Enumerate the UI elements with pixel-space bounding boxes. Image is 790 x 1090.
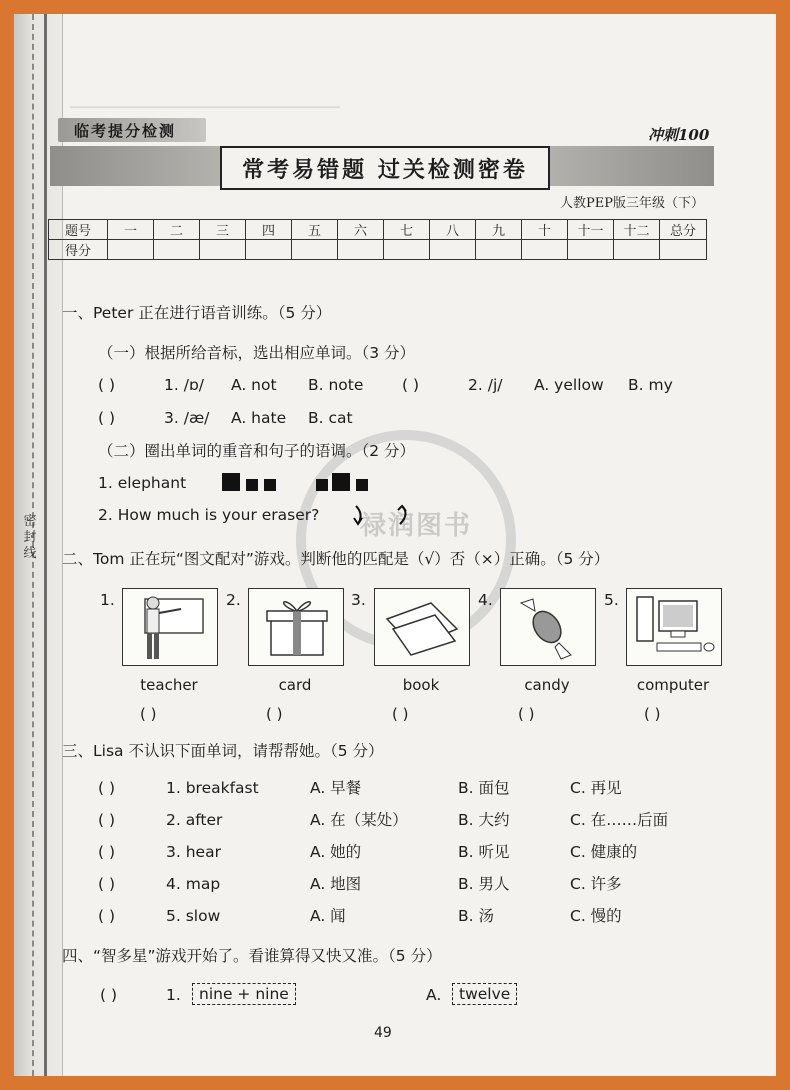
section-2-title: 二、Tom 正在玩“图文配对”游戏。判断他的匹配是（√）否（×）正确。（5 分） (62, 550, 610, 568)
candy-icon (501, 589, 595, 665)
answer-blank[interactable]: ( ) (518, 705, 535, 723)
series-label: 冲刺100 (648, 126, 710, 144)
computer-picture (626, 588, 722, 666)
option-b: B. my (628, 376, 673, 394)
page-title: 常考易错题 过关检测密卷 (220, 146, 550, 190)
section-4-title: 四、“智多星”游戏开始了。看谁算得又快又准。（5 分） (62, 947, 442, 965)
gift-box-icon (249, 589, 343, 665)
page-number: 49 (374, 1025, 392, 1041)
picture-word: card (278, 676, 312, 694)
binding-line (44, 14, 47, 1076)
option-b: B. note (308, 376, 364, 394)
option-b: B. 面包 (458, 779, 510, 797)
question-number: 2. /j/ (468, 376, 503, 394)
score-cell: 十 (522, 220, 568, 240)
bleed-through: ──────────────────────────────── (70, 100, 340, 116)
option-a: A. yellow (534, 376, 604, 394)
answer-blank[interactable]: ( ) (392, 705, 409, 723)
option-c: C. 许多 (570, 875, 622, 893)
score-row-label: 得分 (49, 240, 108, 260)
teacher-picture (122, 588, 218, 666)
option-a: A. 她的 (310, 843, 362, 861)
score-input-cell[interactable] (338, 240, 384, 260)
option-a: A. hate (231, 409, 287, 427)
gift-box-picture (248, 588, 344, 666)
binding-label: 密封线 (23, 514, 37, 561)
question-word: 3. hear (166, 843, 221, 861)
paper-sheets-icon (375, 589, 469, 665)
score-input-cell[interactable] (246, 240, 292, 260)
computer-icon (627, 589, 721, 665)
item-number: 4. (478, 591, 493, 609)
edition-label: 人教PEP版三年级（下） (560, 196, 704, 211)
option-b: B. 大约 (458, 811, 510, 829)
stress-word: 1. elephant (98, 474, 187, 492)
section-3-title: 三、Lisa 不认识下面单词，请帮帮她。（5 分） (62, 742, 384, 760)
option-a: A. 闻 (310, 907, 346, 925)
option-a: A. 在（某处） (310, 811, 408, 829)
score-input-cell[interactable] (108, 240, 154, 260)
intonation-sentence: 2. How much is your eraser? (98, 506, 320, 524)
answer-blank[interactable]: ( ) (402, 376, 420, 394)
score-cell: 七 (384, 220, 430, 240)
score-cell: 九 (476, 220, 522, 240)
option-c: C. 在……后面 (570, 811, 669, 829)
intonation-arrows (352, 502, 416, 528)
stress-mark-small (246, 479, 258, 491)
score-input-cell[interactable] (430, 240, 476, 260)
score-cell: 五 (292, 220, 338, 240)
stress-mark-small (356, 479, 368, 491)
answer-blank[interactable]: ( ) (644, 705, 661, 723)
score-input-cell[interactable] (384, 240, 430, 260)
section-1-part-1-title: （一）根据所给音标，选出相应单词。（3 分） (98, 344, 416, 362)
section-1-title: 一、Peter 正在进行语音训练。（5 分） (62, 304, 332, 322)
score-cell: 题号 (49, 220, 108, 240)
score-table-header-row (49, 220, 707, 240)
answer-blank[interactable]: ( ) (98, 376, 116, 394)
score-cell: 一 (108, 220, 154, 240)
score-input-cell[interactable] (614, 240, 660, 260)
score-input-cell[interactable] (522, 240, 568, 260)
option-c: C. 健康的 (570, 843, 638, 861)
option-b: B. 听见 (458, 843, 510, 861)
answer-blank[interactable]: ( ) (266, 705, 283, 723)
picture-word: computer (636, 676, 710, 694)
stress-mark-small (316, 479, 328, 491)
answer-blank[interactable]: ( ) (98, 811, 116, 829)
option-b: B. 男人 (458, 875, 510, 893)
score-cell: 十一 (568, 220, 614, 240)
option-a-label: A. (426, 986, 442, 1004)
option-b: B. 汤 (458, 907, 494, 925)
brand-label: 临考提分检测 (74, 122, 177, 140)
question-word: 4. map (166, 875, 221, 893)
question-word: 1. breakfast (166, 779, 259, 797)
answer-blank[interactable]: ( ) (98, 843, 116, 861)
option-b: B. cat (308, 409, 353, 427)
item-number: 2. (226, 591, 241, 609)
score-cell: 六 (338, 220, 384, 240)
score-table (48, 219, 707, 260)
option-a: A. 地图 (310, 875, 362, 893)
answer-blank[interactable]: ( ) (98, 779, 116, 797)
answer-blank[interactable]: ( ) (140, 705, 157, 723)
option-c: C. 慢的 (570, 907, 622, 925)
answer-blank[interactable]: ( ) (100, 986, 118, 1004)
score-cell: 十二 (614, 220, 660, 240)
math-expression-box (192, 984, 296, 1004)
answer-blank[interactable]: ( ) (98, 875, 116, 893)
answer-blank[interactable]: ( ) (98, 409, 116, 427)
score-cell: 二 (154, 220, 200, 240)
picture-word: candy (524, 676, 570, 694)
score-input-cell[interactable] (660, 240, 707, 260)
candy-picture (500, 588, 596, 666)
score-cell: 三 (200, 220, 246, 240)
math-expression: nine + nine (192, 983, 296, 1005)
picture-word: teacher (140, 676, 198, 694)
question-number: 3. /æ/ (164, 409, 210, 427)
item-number: 1. (100, 591, 115, 609)
stress-mark-big (222, 473, 240, 491)
option-a: A. not (231, 376, 277, 394)
question-word: 2. after (166, 811, 223, 829)
score-input-cell[interactable] (292, 240, 338, 260)
score-input-cell[interactable] (154, 240, 200, 260)
option-a-box (452, 984, 517, 1004)
score-cell: 八 (430, 220, 476, 240)
option-c: C. 再见 (570, 779, 622, 797)
stress-mark-big (332, 473, 350, 491)
score-cell: 总分 (660, 220, 707, 240)
score-cell: 四 (246, 220, 292, 240)
stress-mark-small (264, 479, 276, 491)
watermark-text: 禄润图书 (360, 511, 473, 541)
question-number: 1. (166, 986, 181, 1004)
question-number: 1. /ɒ/ (164, 376, 204, 394)
score-table-score-row (49, 240, 707, 260)
stress-marks (218, 473, 276, 496)
answer-blank[interactable]: ( ) (98, 907, 116, 925)
item-number: 5. (604, 591, 619, 609)
option-a-word: twelve (452, 983, 517, 1005)
question-word: 5. slow (166, 907, 221, 925)
stress-marks-2 (310, 473, 368, 496)
option-a: A. 早餐 (310, 779, 362, 797)
paper-sheets-picture (374, 588, 470, 666)
item-number: 3. (351, 591, 366, 609)
score-input-cell[interactable] (568, 240, 614, 260)
score-input-cell[interactable] (476, 240, 522, 260)
teacher-picture-icon (123, 589, 217, 665)
score-input-cell[interactable] (200, 240, 246, 260)
section-1-part-2-title: （二）圈出单词的重音和句子的语调。（2 分） (98, 442, 416, 460)
picture-word: book (402, 676, 440, 694)
